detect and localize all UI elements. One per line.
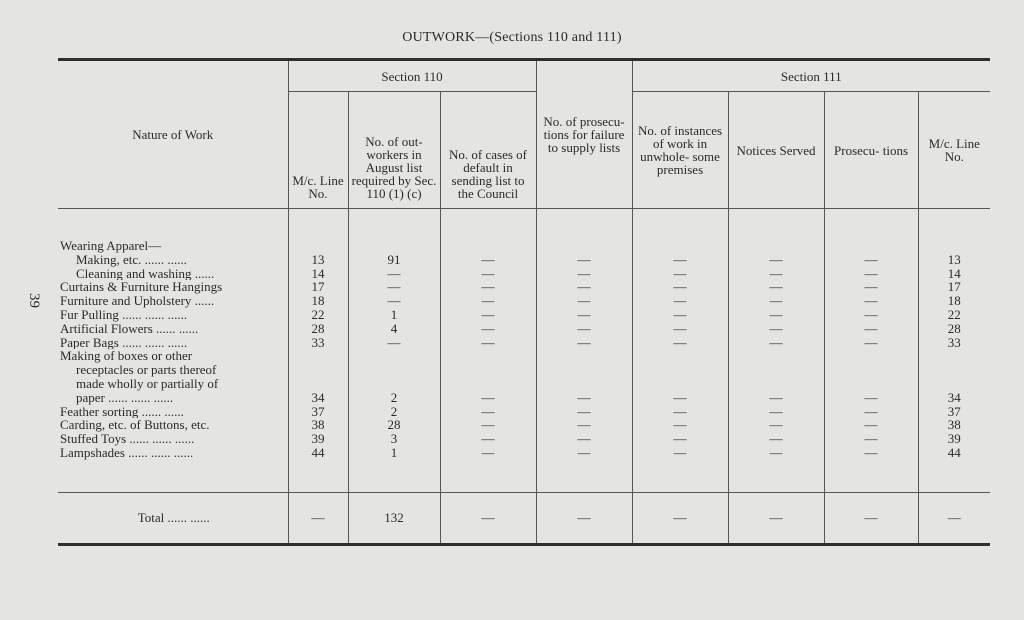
cell-prosec: — xyxy=(824,267,918,281)
cell-prosec: — xyxy=(824,336,918,350)
page-number: 39 xyxy=(26,293,42,308)
rows-group-a xyxy=(58,253,990,350)
cell-notices: — xyxy=(728,446,824,460)
cell-mc2: 39 xyxy=(918,432,990,446)
group-heading-row xyxy=(58,239,990,253)
work-name: paper ...... ...... ...... xyxy=(76,390,174,405)
total-default: — xyxy=(440,492,536,544)
cell-default: — xyxy=(440,418,536,432)
cell-mc: 44 xyxy=(288,446,348,460)
cell-prosec: — xyxy=(824,280,918,294)
cell-prosec: — xyxy=(824,253,918,267)
work-name: Cleaning and washing ...... xyxy=(76,266,215,281)
header-mc-line-111: M/c. Line No. xyxy=(918,92,990,209)
work-name: Furniture and Upholstery ...... xyxy=(60,294,215,308)
total-prosec: — xyxy=(824,492,918,544)
cell-default: — xyxy=(440,308,536,322)
cell-notices: — xyxy=(728,336,824,350)
boxes-line-3: made wholly or partially of xyxy=(76,376,219,391)
header-outworkers: No. of out-workers in August list required by Sec. 110 (1) (c) xyxy=(348,92,440,209)
cell-mc2: 22 xyxy=(918,308,990,322)
cell-prosec: — xyxy=(824,432,918,446)
cell-prosec-fail: — xyxy=(536,336,632,350)
work-name: Feather sorting ...... ...... xyxy=(60,404,184,419)
cell-prosec: — xyxy=(824,308,918,322)
cell-notices: — xyxy=(728,418,824,432)
cell-mc2: 13 xyxy=(918,253,990,267)
table-row xyxy=(58,432,990,446)
boxes-line-2: receptacles or parts thereof xyxy=(76,363,217,377)
table-row xyxy=(58,418,990,432)
cell-outworkers: 2 xyxy=(348,391,440,405)
work-name: Paper Bags ...... ...... ...... xyxy=(60,335,188,350)
work-name: Artificial Flowers ...... ...... xyxy=(60,321,199,336)
header-prosecutions-failure: No. of prosecu- tions for failure to supply lists xyxy=(536,60,632,209)
header-nature-of-work: Nature of Work xyxy=(58,60,288,209)
cell-outworkers: 28 xyxy=(348,418,440,432)
total-mc2: — xyxy=(918,492,990,544)
cell-instances: — xyxy=(632,253,728,267)
cell-prosec-fail: — xyxy=(536,253,632,267)
cell-mc: 13 xyxy=(288,253,348,267)
cell-prosec-fail: — xyxy=(536,432,632,446)
work-name: Curtains & Furniture Hangings xyxy=(60,280,223,295)
page-title: OUTWORK—(Sections 110 and 111) xyxy=(402,30,622,45)
total-outworkers: 132 xyxy=(348,492,440,544)
cell-mc: 17 xyxy=(288,280,348,294)
table-row xyxy=(58,280,990,294)
cell-notices: — xyxy=(728,294,824,308)
cell-mc2: 28 xyxy=(918,322,990,336)
work-name: Fur Pulling ...... ...... ...... xyxy=(60,307,188,322)
outwork-table-container xyxy=(58,58,990,546)
total-mc: — xyxy=(288,492,348,544)
cell-prosec-fail: — xyxy=(536,391,632,405)
cell-prosec: — xyxy=(824,446,918,460)
table-row xyxy=(58,308,990,322)
cell-mc: 33 xyxy=(288,336,348,350)
cell-mc: 18 xyxy=(288,294,348,308)
cell-prosec-fail: — xyxy=(536,418,632,432)
cell-default: — xyxy=(440,280,536,294)
work-name: Making, etc. ...... ...... xyxy=(76,252,187,267)
cell-outworkers: — xyxy=(348,336,440,350)
cell-prosec-fail: — xyxy=(536,322,632,336)
cell-mc2: 14 xyxy=(918,267,990,281)
cell-prosec-fail: — xyxy=(536,280,632,294)
spacer-row xyxy=(58,460,990,493)
header-section-110: Section 110 xyxy=(288,60,536,92)
cell-prosec-fail: — xyxy=(536,308,632,322)
cell-default: — xyxy=(440,294,536,308)
cell-notices: — xyxy=(728,280,824,294)
cell-instances: — xyxy=(632,432,728,446)
header-unwholesome-instances: No. of instances of work in unwhole- some premises xyxy=(632,92,728,209)
header-mc-line-110: M/c. Line No. xyxy=(288,92,348,209)
cell-instances: — xyxy=(632,280,728,294)
rows-group-b xyxy=(58,391,990,460)
work-name: Carding, etc. of Buttons, etc. xyxy=(60,418,210,433)
cell-outworkers: — xyxy=(348,280,440,294)
table-row xyxy=(58,294,990,308)
header-prosecutions: Prosecu- tions xyxy=(824,92,918,209)
cell-mc2: 17 xyxy=(918,280,990,294)
cell-notices: — xyxy=(728,308,824,322)
total-label: Total ...... ...... xyxy=(58,492,288,544)
cell-prosec-fail: — xyxy=(536,446,632,460)
cell-mc2: 44 xyxy=(918,446,990,460)
cell-mc2: 37 xyxy=(918,405,990,419)
cell-prosec: — xyxy=(824,391,918,405)
header-section-111: Section 111 xyxy=(632,60,990,92)
cell-prosec-fail: — xyxy=(536,267,632,281)
table-row xyxy=(58,267,990,281)
outwork-table xyxy=(58,58,990,546)
group-heading: Wearing Apparel— xyxy=(60,239,162,253)
cell-prosec: — xyxy=(824,418,918,432)
cell-mc: 37 xyxy=(288,405,348,419)
cell-default: — xyxy=(440,336,536,350)
boxes-line-row xyxy=(58,349,990,363)
cell-outworkers: 3 xyxy=(348,432,440,446)
cell-instances: — xyxy=(632,446,728,460)
cell-mc: 22 xyxy=(288,308,348,322)
table-row xyxy=(58,336,990,350)
cell-notices: — xyxy=(728,405,824,419)
cell-outworkers: 1 xyxy=(348,308,440,322)
cell-notices: — xyxy=(728,253,824,267)
header-notices-served: Notices Served xyxy=(728,92,824,209)
work-name: Stuffed Toys ...... ...... ...... xyxy=(60,432,195,446)
cell-instances: — xyxy=(632,294,728,308)
cell-default: — xyxy=(440,405,536,419)
cell-outworkers: 2 xyxy=(348,405,440,419)
boxes-line-1: Making of boxes or other xyxy=(60,349,193,364)
cell-notices: — xyxy=(728,322,824,336)
total-notices: — xyxy=(728,492,824,544)
boxes-line-row xyxy=(58,377,990,391)
cell-instances: — xyxy=(632,322,728,336)
cell-outworkers: 91 xyxy=(348,253,440,267)
cell-default: — xyxy=(440,322,536,336)
cell-instances: — xyxy=(632,336,728,350)
cell-mc: 14 xyxy=(288,267,348,281)
cell-mc: 38 xyxy=(288,418,348,432)
cell-mc: 39 xyxy=(288,432,348,446)
cell-prosec-fail: — xyxy=(536,405,632,419)
total-row xyxy=(58,492,990,544)
table-row xyxy=(58,253,990,267)
cell-prosec: — xyxy=(824,294,918,308)
cell-instances: — xyxy=(632,418,728,432)
work-name: Lampshades ...... ...... ...... xyxy=(60,445,194,460)
header-default-cases: No. of cases of default in sending list to the Council xyxy=(440,92,536,209)
table-row xyxy=(58,446,990,460)
cell-instances: — xyxy=(632,267,728,281)
cell-instances: — xyxy=(632,308,728,322)
cell-instances: — xyxy=(632,405,728,419)
cell-default: — xyxy=(440,432,536,446)
cell-mc: 28 xyxy=(288,322,348,336)
cell-mc: 34 xyxy=(288,391,348,405)
cell-instances: — xyxy=(632,391,728,405)
cell-mc2: 34 xyxy=(918,391,990,405)
cell-mc2: 18 xyxy=(918,294,990,308)
cell-prosec: — xyxy=(824,322,918,336)
total-prosec-fail: — xyxy=(536,492,632,544)
spacer-row xyxy=(58,209,990,240)
cell-default: — xyxy=(440,391,536,405)
cell-notices: — xyxy=(728,267,824,281)
cell-default: — xyxy=(440,446,536,460)
cell-prosec-fail: — xyxy=(536,294,632,308)
boxes-line-row xyxy=(58,363,990,377)
cell-notices: — xyxy=(728,432,824,446)
cell-mc2: 33 xyxy=(918,336,990,350)
total-instances: — xyxy=(632,492,728,544)
table-row xyxy=(58,391,990,405)
cell-outworkers: — xyxy=(348,294,440,308)
cell-default: — xyxy=(440,267,536,281)
cell-mc2: 38 xyxy=(918,418,990,432)
cell-prosec: — xyxy=(824,405,918,419)
cell-outworkers: 4 xyxy=(348,322,440,336)
cell-outworkers: 1 xyxy=(348,446,440,460)
table-row xyxy=(58,322,990,336)
cell-default: — xyxy=(440,253,536,267)
table-row xyxy=(58,405,990,419)
cell-outworkers: — xyxy=(348,267,440,281)
cell-notices: — xyxy=(728,391,824,405)
